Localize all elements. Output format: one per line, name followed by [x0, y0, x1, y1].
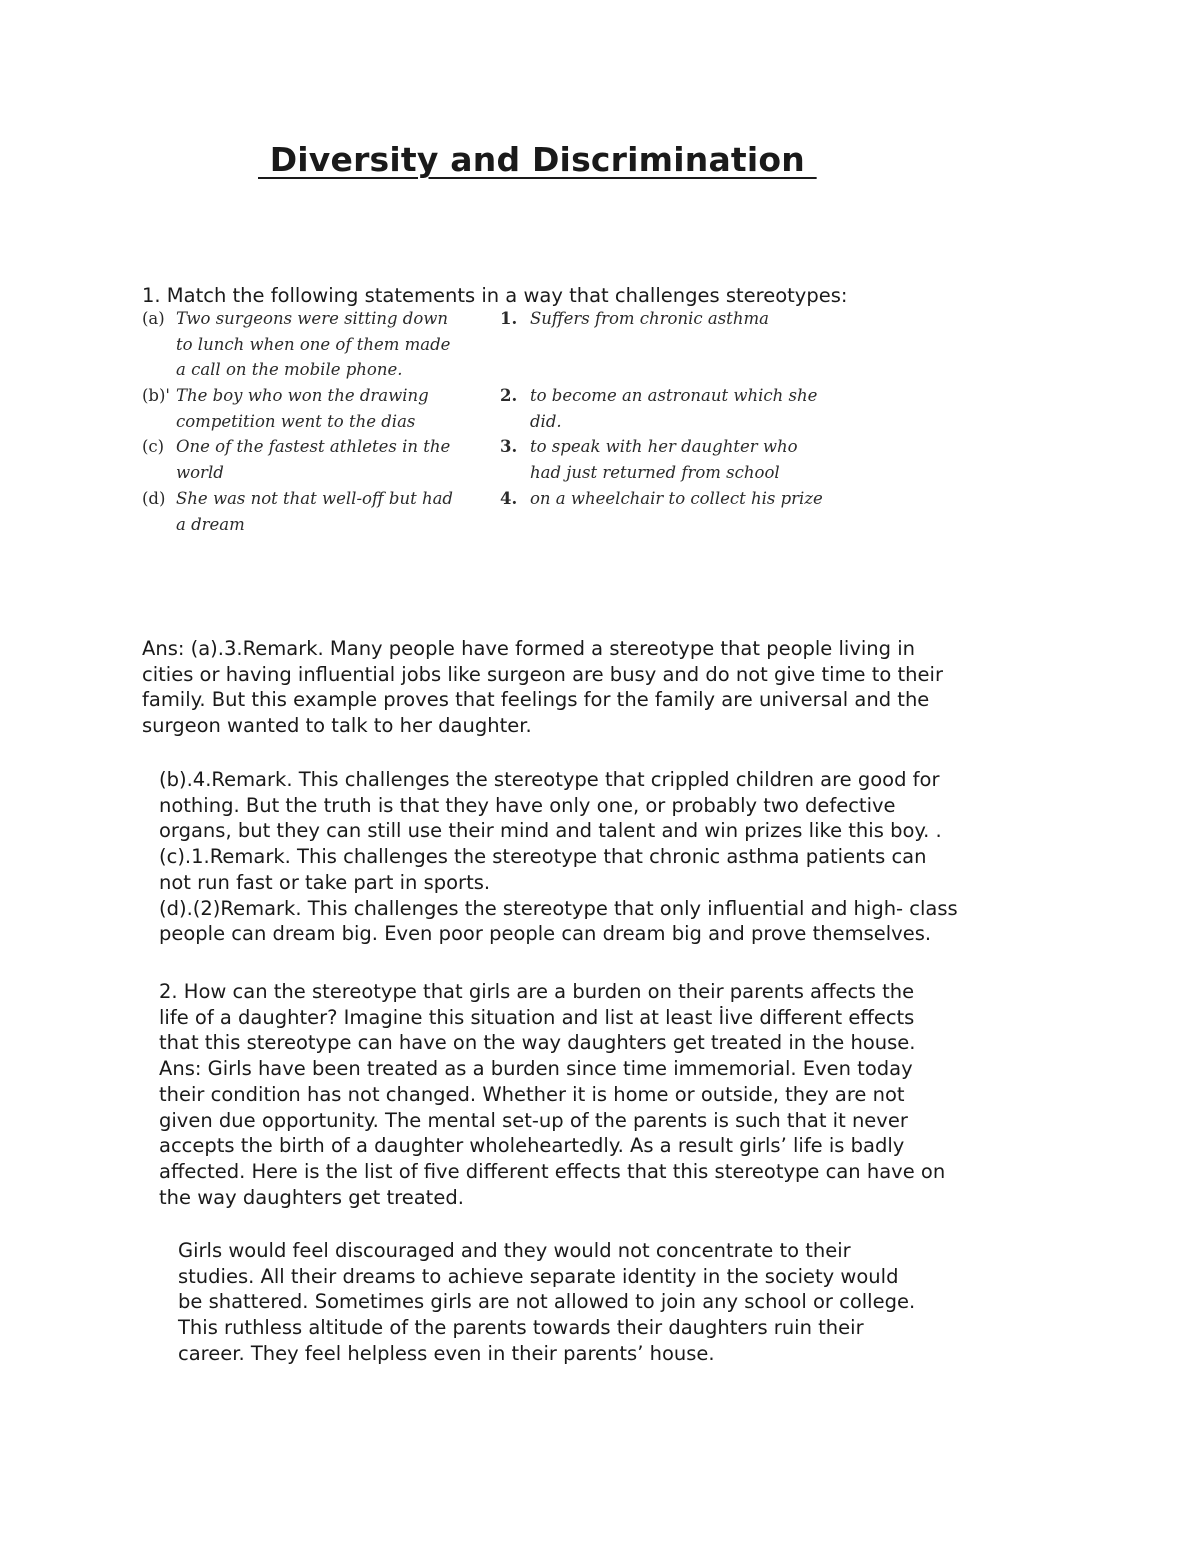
match-text: One of the fastest athletes in the world [176, 437, 451, 482]
match-key: 3. [500, 437, 518, 456]
match-right-4 [500, 486, 840, 512]
match-text: She was not that well-off but had a dream [176, 489, 453, 534]
match-left-b [142, 383, 482, 434]
match-key: (c) [142, 437, 165, 456]
match-key: (b)' [142, 386, 170, 405]
effect-paragraph: Girls would feel discouraged and they would not concentrate to their studies. All their dreams to achieve separate identity in the society would be shattered. Sometimes girls are not allowed to join any school or college. This ruthless altitude of the parents towards their daughters ruin their career. They feel helpless even in their parents’ house. [178, 1239, 916, 1365]
match-text: on a wheelchair to collect his prize [530, 489, 823, 508]
match-text: Two surgeons were sitting down to lunch when one of them made a call on the mobile phone. [176, 309, 451, 379]
match-key: 1. [500, 309, 518, 328]
match-key: 2. [500, 386, 518, 405]
question-1-prompt: 1. Match the following statements in a way that challenges stereotypes: [142, 284, 848, 307]
question-2-paragraph: 2. How can the stereotype that girls are a burden on their parents affects the life of a daughter? Imagine this situation and list at least İive different effects that this stereotype can have on the way daughters get treated in the house. Ans: Girls have been treated as a burden since time immemorial. Even today their condition has not changed. Whether it is home or outside, they are not given due opportunity. The mental set-up of the parents is such that it never accepts the birth of a daughter wholeheartedly. As a result girls’ life is badly affected. Here is the list of five different effects that this stereotype can have on the way daughters get treated. [159, 980, 946, 1209]
match-text: The boy who won the drawing competition went to the dias [176, 386, 429, 431]
answer-bcd-paragraph: (b).4.Remark. This challenges the stereotype that crippled children are good for nothing. But the truth is that they have only one, or probably two defective organs, but they can still use their mind and talent and win prizes like this boy. . (c).1.Remark. This challenges the stereotype that chronic asthma patients can not run fast or take part in sports. (d).(2)Remark. This challenges the stereotype that only influential and high- class people can dream big. Even poor people can dream big and prove themselves. [159, 768, 958, 946]
match-text: to speak with her daughter who had just returned from school [530, 437, 798, 482]
page-title: Diversity and Discrimination [258, 140, 817, 179]
matching-table-image [142, 306, 842, 542]
match-key: 4. [500, 489, 518, 508]
match-left-d [142, 486, 482, 537]
match-text: Suffers from chronic asthma [530, 309, 769, 328]
match-right-3 [500, 434, 840, 485]
match-right-1 [500, 306, 840, 332]
match-left-c [142, 434, 482, 485]
match-key: (d) [142, 489, 166, 508]
match-left-a [142, 306, 482, 383]
match-right-2 [500, 383, 840, 434]
match-text: to become an astronaut which she did. [530, 386, 818, 431]
match-key: (a) [142, 309, 165, 328]
answer-a-paragraph: Ans: (a).3.Remark. Many people have formed a stereotype that people living in cities or having influential jobs like surgeon are busy and do not give time to their family. But this example proves that feelings for the family are universal and the surgeon wanted to talk to her daughter. [142, 637, 943, 738]
